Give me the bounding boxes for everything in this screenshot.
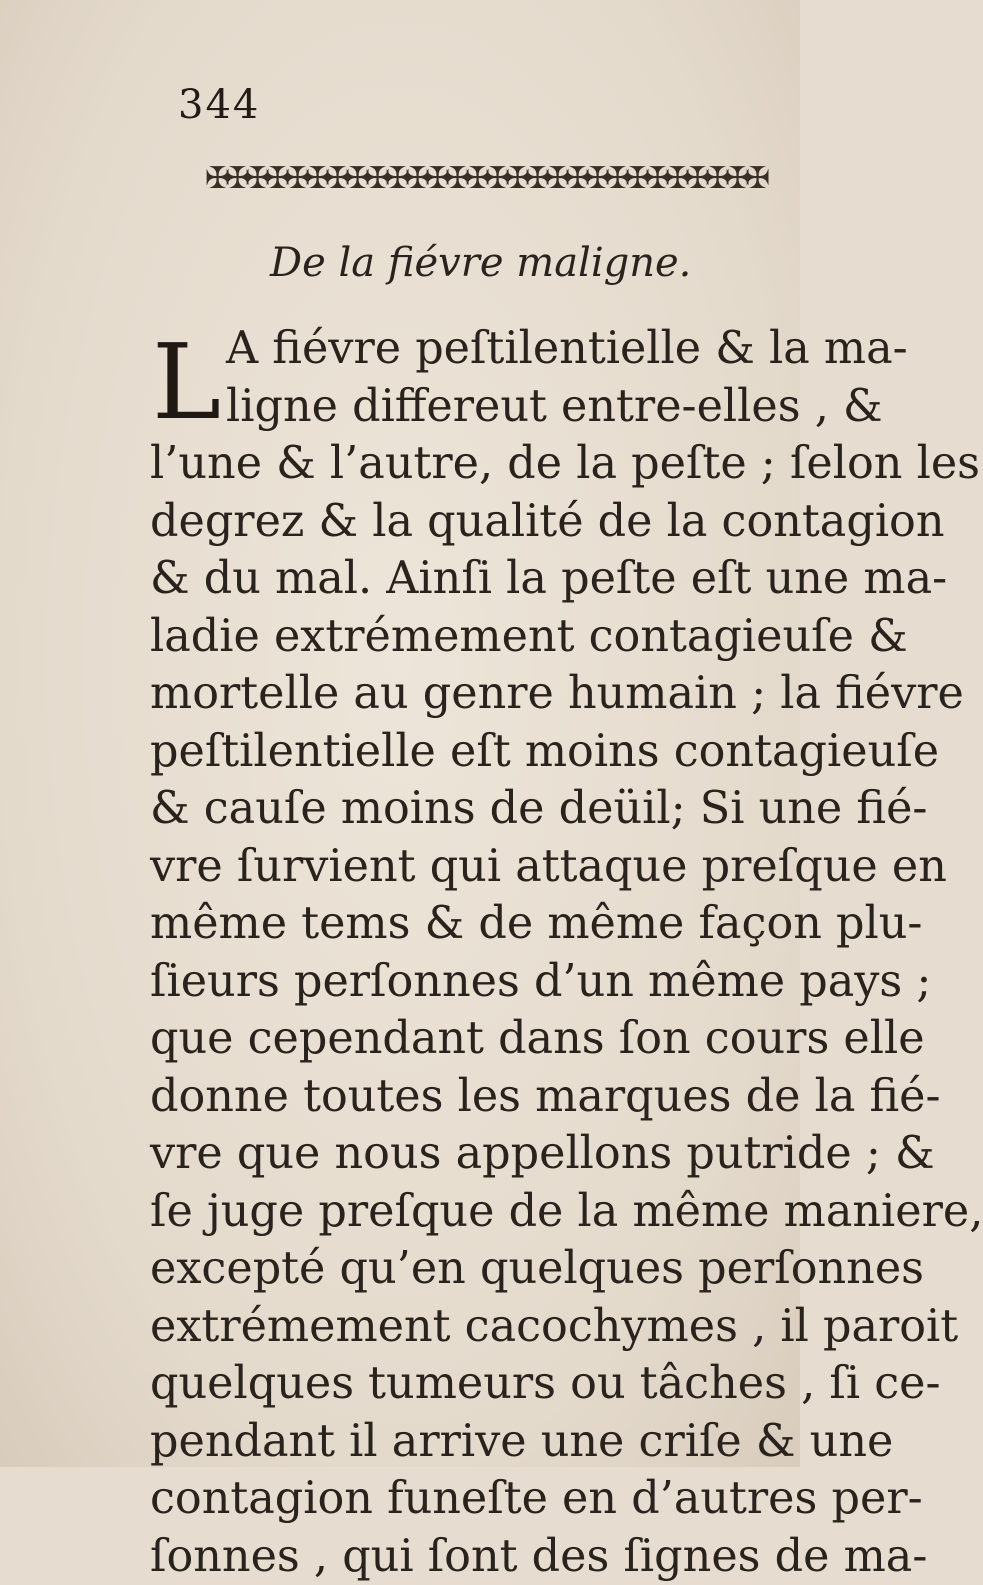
section-title: De la fiévre maligne. xyxy=(270,240,691,286)
ornament-glyph: ✠ xyxy=(625,161,643,196)
text-line: A fiévre peſtilentielle & la ma- xyxy=(150,320,790,378)
text-line: contagion funeſte en d’autres per- xyxy=(150,1470,790,1528)
ornament-glyph: ✠ xyxy=(245,161,263,196)
ornament-glyph: ✠ xyxy=(565,161,583,196)
ornament-glyph: ✠ xyxy=(325,161,343,196)
ornament-glyph: ✠ xyxy=(465,161,483,196)
text-line: peſtilentielle eſt moins contagieuſe xyxy=(150,723,790,781)
text-line: pendant il arrive une criſe & une xyxy=(150,1413,790,1471)
body-text xyxy=(150,320,790,1585)
ornament-glyph: ✠ xyxy=(445,161,463,196)
ornament-glyph: ✠ xyxy=(385,161,403,196)
text-line: vre que nous appellons putride ; & xyxy=(150,1125,790,1183)
text-line: ſe juge preſque de la même maniere, xyxy=(150,1183,790,1241)
drop-cap: L xyxy=(152,330,221,434)
ornament-glyph: ✠ xyxy=(585,161,603,196)
text-line: ladie extrémement contagieuſe & xyxy=(150,608,790,666)
text-line: ſonnes , qui ſont des ſignes de ma- xyxy=(150,1528,790,1585)
ornament-glyph: ✠ xyxy=(305,161,323,196)
text-line: & du mal. Ainſi la peſte eſt une ma- xyxy=(150,550,790,608)
ornament-glyph: ✠ xyxy=(545,161,563,196)
ornament-glyph: ✠ xyxy=(525,161,543,196)
text-line: degrez & la qualité de la contagion xyxy=(150,493,790,551)
text-line: excepté qu’en quelques perſonnes xyxy=(150,1240,790,1298)
text-line: mortelle au genre humain ; la fiévre xyxy=(150,665,790,723)
ornament-glyph: ✠ xyxy=(265,161,283,196)
ornament-glyph: ✠ xyxy=(225,161,243,196)
ornament-glyph: ✠ xyxy=(425,161,443,196)
text-line: & cauſe moins de deüil; Si une fié- xyxy=(150,780,790,838)
ornament-glyph: ✠ xyxy=(405,161,423,196)
text-line: ſieurs perſonnes d’un même pays ; xyxy=(150,953,790,1011)
text-line: même tems & de même façon plu- xyxy=(150,895,790,953)
ornament-glyph: ✠ xyxy=(505,161,523,196)
text-line: quelques tumeurs ou tâches , ſi ce- xyxy=(150,1355,790,1413)
ornament-glyph: ✠ xyxy=(725,161,743,196)
text-line: donne toutes les marques de la fié- xyxy=(150,1068,790,1126)
ornament-glyph: ✠ xyxy=(745,161,763,196)
ornament-glyph: ✠ xyxy=(345,161,363,196)
text-line: l’une & l’autre, de la peſte ; ſelon les xyxy=(150,435,790,493)
ornament-glyph: ✠ xyxy=(365,161,383,196)
ornament-glyph: ✠ xyxy=(645,161,663,196)
ornament-glyph: ✠ xyxy=(605,161,623,196)
ornament-glyph: ✠ xyxy=(665,161,683,196)
text-line: vre ſurvient qui attaque preſque en xyxy=(150,838,790,896)
text-line: ligne differeut entre-elles , & xyxy=(150,378,790,436)
text-line: extrémement cacochymes , il paroit xyxy=(150,1298,790,1356)
text-line: que cependant dans ſon cours elle xyxy=(150,1010,790,1068)
page-number: 344 xyxy=(178,82,260,128)
ornament-glyph: ✠ xyxy=(285,161,303,196)
header-ornament xyxy=(205,160,763,196)
ornament-glyph: ✠ xyxy=(685,161,703,196)
ornament-glyph: ✠ xyxy=(705,161,723,196)
ornament-glyph: ✠ xyxy=(485,161,503,196)
ornament-glyph: ✠ xyxy=(205,161,223,196)
